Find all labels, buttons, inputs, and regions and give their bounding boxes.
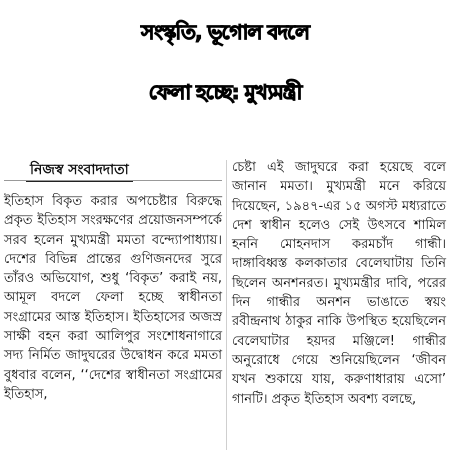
headline-line-1: সংস্কৃতি, ভূগোল বদলে	[141, 20, 309, 44]
article-body-left: ইতিহাস বিকৃত করার অপচেষ্টার বিরুদ্ধে প্রকৃত ইতিহাস সংরক্ষণের প্রয়োজনসম্পর্কে সরব হলেন মুখ্যমন্ত্রী মমতা বন্দ্যোপাধ্যায়। দেশের বিভিন্ন প্রান্তের গুণিজনদের সুরে তাঁরও অভিযোগ, শুধু ‘বিকৃত’ করাই নয়, আমূল বদলে ফেলা হচ্ছে স্বাধীনতা সংগ্রামের আস্ত ইতিহাস। ইতিহাসের অজস্র সাক্ষী বহন করা আলিপুর সংশোধনাগারে সদ্য নির্মিত জাদুঘরের উদ্বোধন করে মমতা বুধবার বলেন, ‘‘দেশের স্বাধীনতা সংগ্রামের ইতিহাস,	[4, 194, 222, 402]
headline	[0, 0, 450, 122]
article-column-left	[4, 162, 222, 404]
headline-line-2: ফেলা হচ্ছে: মুখ্যমন্ত্রী	[148, 80, 302, 104]
column-divider	[226, 160, 227, 450]
byline: নিজস্ব সংবাদদাতা	[26, 160, 133, 182]
article-body-right: চেষ্টা এই জাদুঘরে করা হয়েছে বলে জানান মমতা। মুখ্যমন্ত্রী মনে করিয়ে দিয়েছেন, ১৯৪৭-এর ১৫ অগস্ট মধ্যরাতে দেশ স্বাধীন হলেও সেই উৎসবে শামিল হননি মোহনদাস করমচাঁদ গান্ধী। দাঙ্গাবিধ্বস্ত কলকাতার বেলেঘাটায় তিনি ছিলেন অনশনরত। মুখ্যমন্ত্রীর দাবি, পরের দিন গান্ধীর অনশন ভাঙাতে স্বয়ং রবীন্দ্রনাথ ঠাকুর নাকি উপস্থিত হয়েছিলেন বেলেঘাটার হয়দর মঞ্জিলে! গান্ধীর অনুরোধে গেয়ে শুনিয়েছিলেন ‘জীবন যখন শুকায়ে যায়, করুণাধারায় এসো’ গানটি। প্রকৃত ইতিহাস অবশ্য বলছে,	[232, 160, 446, 407]
article-column-right	[232, 158, 446, 409]
